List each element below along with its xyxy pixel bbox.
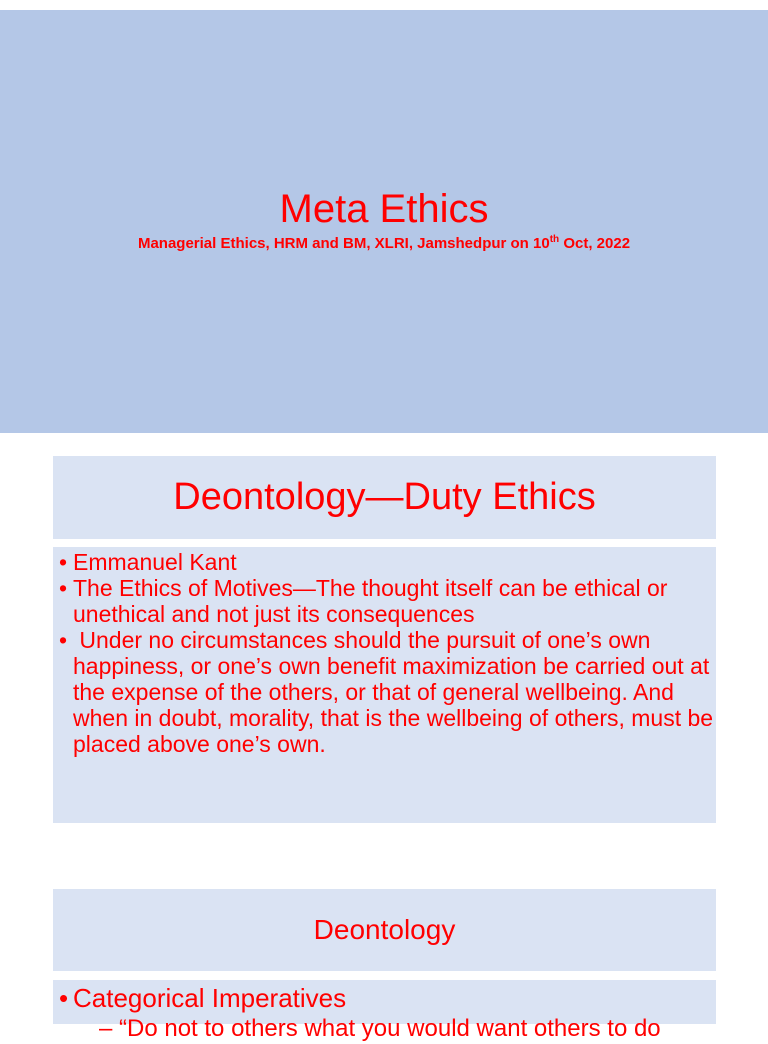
subtitle-text: Managerial Ethics, HRM and BM, XLRI, Jamshedpur on 10 <box>137 235 550 252</box>
bullet-text: The Ethics of Motives—The thought itself can be ethical or unethical and not just its consequences <box>73 575 668 627</box>
sub-bullet-text: – “Do not to others what you would want others to do <box>99 1015 661 1042</box>
list-item <box>59 627 716 757</box>
subtitle-superscript: th <box>549 234 560 245</box>
bullet-text: Emmanuel Kant <box>73 549 237 575</box>
subtitle-date: Oct, 2022 <box>559 235 631 252</box>
list-item <box>59 575 716 627</box>
bullet-icon: • <box>59 627 68 653</box>
bullet-text: Under no circumstances should the pursuit of one’s own happiness, or one’s own benefit maximization be carried out at the expense of the others, or that of general wellbeing. And when in doubt, morality, that is the wellbeing of others, must be placed above one’s own. <box>73 627 714 757</box>
section-title: Deontology <box>313 914 456 945</box>
section-title: Deontology—Duty Ethics <box>173 476 596 518</box>
slide-subtitle <box>0 233 768 255</box>
bullet-text: Categorical Imperatives <box>73 983 347 1013</box>
deontology-duty-title-box <box>53 456 716 539</box>
bullet-list <box>53 547 716 757</box>
list-item <box>59 549 716 575</box>
bullet-list <box>53 980 716 1014</box>
title-slide <box>0 10 768 433</box>
deontology-title-box <box>53 889 716 971</box>
slide-title: Meta Ethics <box>279 187 489 231</box>
deontology-content-box <box>53 980 716 1042</box>
bullet-icon: • <box>59 549 68 575</box>
deontology-duty-content-box <box>53 547 716 823</box>
list-item <box>59 982 716 1014</box>
bullet-icon: • <box>59 575 68 601</box>
bullet-icon: • <box>59 983 69 1013</box>
